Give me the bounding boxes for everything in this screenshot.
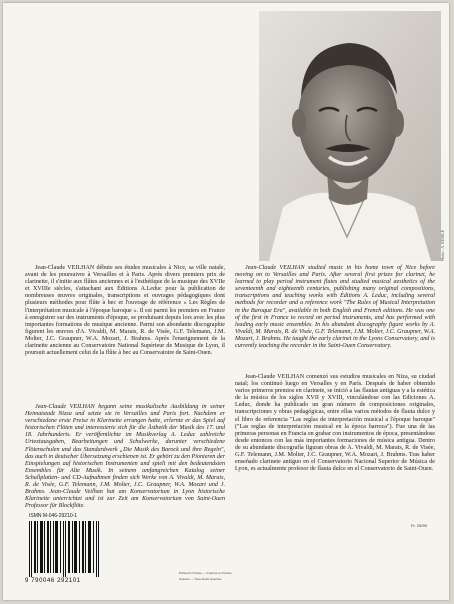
photo-credit: Photo : A. REBILÉ [440,229,445,261]
print-line-2: Gravure — Tous droits réservés [179,577,222,581]
portrait-illustration [259,11,441,261]
page-code: Fr. 20/99 [411,523,427,528]
biography-french: Jean-Claude VEILHAN débute ses études musicales à Nice, sa ville natale, avant de les poursuivre à Versailles et à Paris. Après divers premiers prix de clarinette, il s'initie aux flûtes anciennes et à l'esthétique de la musique des XVIIe et XVIIIe siècles, s'attachant aux Éditions A.Leduc pour la publication de nombreuses œuvres originales, transcriptions et ouvrages pédagogiques dont plusieurs méthodes pour flûte à bec et l'ouvrage de référence « Les Règles de l'interprétation musicale à l'époque baroque ». Il est parmi les premiers en France à enregistrer sur des instruments d'époque, se produisant depuis lors avec les plus importantes formations de musique ancienne. Parmi son abondante discographie figurent les œuvres d'A. Vivaldi, M. Marais, R. de Visée, G.F. Telemann, J.M. Molter, J.C. Graupner, W.A. Mozart, J. Brahms. Après l'enseignement de la clarinette ancienne au Conservatoire National Supérieur de Musique de Lyon, il poursuit actuellement celui de la flûte à bec au Conservatoire de Saint-Ouen. [25,265,225,357]
print-line-1: Printed in France — Imprimé en France [179,571,232,575]
portrait-photo [259,11,441,261]
ismn-number: ISMN M-046-29210-1 [29,513,78,519]
barcode-icon [27,521,103,577]
biography-english: Jean-Claude VEILHAN studied music in his home town of Nice before moving on to Versailles and Paris. After several first prizes for clarinet, he learned to play period instrument flutes and studied musical aesthetics of the seventeenth and eighteenth centuries, publishing many original compositions, transcriptions and teaching works with Éditions A. Leduc, including several methods for recorder and a reference work "The Rules of Musical Interpretation in the Baroque Era", available in both English and French editions. He was one of the first in France to record on period instruments, and has performed with leading early music ensembles. In his abundant discography figure works by A. Vivaldi, M. Marais, R. de Visée, G.F. Telemann, J.M. Molter, J.C. Graupner, W.A. Mozart, J. Brahms. He taught the early clarinet in the Lyons Conservatory, and is currently teaching the recorder in the Saint-Ouen Conservatory. [235,265,435,350]
biography-german: Jean-Claude VEILHAN begann seine musikalische Ausbildung in seiner Heimatstadt Nizza und setzte sie in Versailles und Paris fort. Nachdem er verschiedene erste Preise in Klarinette errungen hatte, erlernte er das Spiel auf historischen Flöten und interessierte sich für die Ästhetik der Musik des 17. und 18. Jahrhunderts. Er veröffentlichte im Musikverlag A. Leduc zahlreiche Urtextausgaben, Bearbeitungen und Schulwerke, darunter verschiedene Flötenschulen und das Standardwerk „Die Musik des Barock und ihre Regeln", das auch in deutscher Übersetzung erschienen ist. Er gehört zu den Pionieren der Einspielungen auf historischen Instrumenten und spielt mit den bedeutendsten Ensembles für Alte Musik. In seinem umfangreichen Katalog seiner Schallplatten- und CD-Aufnahmen finden sich Werke von A. Vivaldi, M. Marais, R. de Visée, G.F. Telemann, J.M. Molter, J.C. Graupner, W.A. Mozart und J. Brahms. Jean-Claude Veilhan hat am Konservatorium in Lyon historische Klarinette unterrichtet und ist zur Zeit am Konservatorium von Saint-Ouen Professor für Blockflöte. [25,404,225,510]
barcode-number: 9 790046 292101 [25,578,81,584]
back-cover [3,3,449,600]
biography-spanish: Jean-Claude VEILHAN comenzó sus estudios musicales en Niza, su ciudad natal; los continuó luego en Versalles y en París. Después de haber obtenido varios primeros premios en clarinete, se inició a las flautas antiguas y a la estética de la música de los siglos XVII y XVIII, vinculándose con las Ediciones A. Leduc, donde ha publicado un gran número de composiciones originales, transcripciones y obras pedagógicas, entre ellas varios métodos de flauta dulce y el libro de referencia "Las reglas de interpretación musical a l'époque baroque" ("Las reglas de interpretación musical en la época barroca"). Fue una de las primeras personas en Francia en grabar con instrumentos de época, presentándose desde entonces con las más importantes formaciones de música antigua. Dentro de su abundante discografía figuran obras de A. Vivaldi, M. Marais, R. de Visée, G.F. Telemann, J.M. Molter, J.C. Graupner, W.A. Mozart, J. Brahms. Tras haber enseñado clarinete antiguo en el Conservatorio Nacional Superior de Música de Lyon, es actualmente profesor de flauta dulce en el Conservatorio de Saint-Ouen. [235,374,435,473]
